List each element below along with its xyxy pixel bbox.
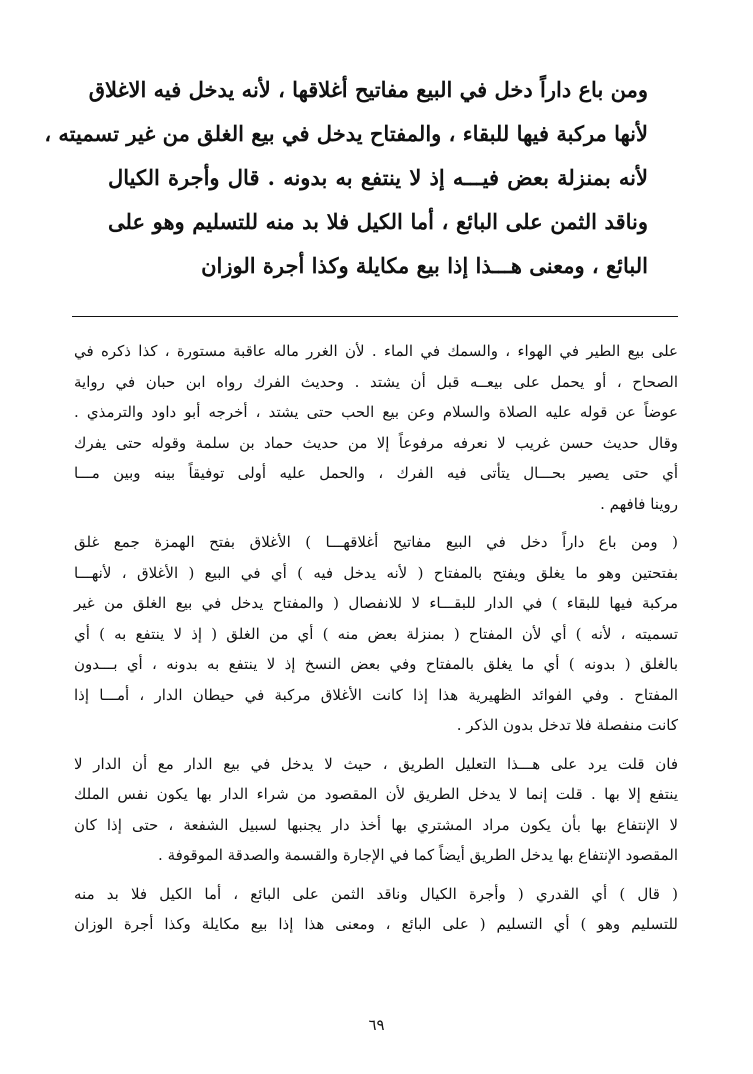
commentary-line: روينا فافهم . xyxy=(600,494,678,513)
commentary-line: لا الإنتفاع بها بأن يكون مراد المشتري بها أخذ دار يجنبها لسبيل الشفعة ، حتى إذا كان xyxy=(74,815,678,834)
commentary-line: مركبة فيها للبقاء ) في الدار للبقـــاء لا للانفصال ( والمفتاح يدخل في بيع الغلق من غير xyxy=(74,594,678,612)
section-divider xyxy=(72,316,678,317)
commentary-line: فان قلت يرد على هـــذا التعليل الطريق ، حيث لا يدخل في بيع الدار مع أن الدار لا xyxy=(74,754,678,773)
main-text-block xyxy=(44,68,648,288)
commentary-line: تسميته ، لأنه ) أي لأن المفتاح ( بمنزلة بعض منه ) أي من الغلق ( إذ لا ينتفع به ) أي xyxy=(74,624,678,643)
commentary-paragraph xyxy=(74,336,678,519)
commentary-line: المفتاح . وفي الفوائد الظهيرية هذا إذا كانت الأغلاق مركبة في حيطان الدار ، أمـــا إذا xyxy=(74,685,678,704)
main-text-line: البائع ، ومعنى هـــذا إذا بيع مكايلة وكذا أجرة الوزان xyxy=(201,253,648,278)
commentary-line: ينتفع إلا بها . قلت إنما لا يدخل الطريق لأن المقصود من شراء الدار بها يكون نفس الملك xyxy=(74,785,678,803)
commentary-line: عوضاً عن قوله عليه الصلاة والسلام وعن بيع الحب حتى يشتد ، أخرجه أبو داود والترمذي . xyxy=(74,403,678,421)
commentary-line: أي حتى يصير بحـــال يتأتى فيه الفرك ، والحمل عليه أولى توفيقاً بينه وبين مـــا xyxy=(74,464,678,482)
commentary-line: المقصود الإنتفاع بها يدخل الطريق أيضاً كما في الإجارة والقسمة والصدقة الموقوفة . xyxy=(158,846,678,864)
main-text-line: ومن باع داراً دخل في البيع مفاتيح أغلاقها ، لأنه يدخل فيه الاغلاق xyxy=(88,77,648,102)
commentary-line: الصحاح ، أو يحمل على بيعــه قبل أن يشتد . وحديث الفرك رواه ابن حبان في رواية xyxy=(74,372,678,391)
commentary-line: ( ومن باع داراً دخل في البيع مفاتيح أغلاقهـــا ) الأغلاق بفتح الهمزة جمع غلق xyxy=(74,533,678,551)
main-text-line: لأنه بمنزلة بعض فيـــه إذ لا ينتفع به بدونه . قال وأجرة الكيال xyxy=(108,165,648,190)
commentary-paragraph xyxy=(74,749,678,871)
main-text-line: وناقد الثمن على البائع ، أما الكيل فلا بد منه للتسليم وهو على xyxy=(108,209,648,234)
commentary-line: كانت منفصلة فلا تدخل بدون الذكر . xyxy=(456,716,678,734)
page-number: ٦٩ xyxy=(368,1016,385,1034)
main-text-line: لأنها مركبة فيها للبقاء ، والمفتاح يدخل في بيع الغلق من غير تسميته ، xyxy=(44,121,648,146)
commentary-line: ( قال ) أي القدري ( وأجرة الكيال وناقد الثمن على البائع ، أما الكيل فلا بد منه xyxy=(74,884,678,903)
commentary-line: بالغلق ( بدونه ) أي ما يغلق بالمفتاح وفي بعض النسخ إذ لا ينتفع به بدونه ، أي بـــدون xyxy=(74,655,678,673)
commentary-line: بفتحتين وهو ما يغلق ويفتح بالمفتاح ( لأنه يدخل فيه ) أي في البيع ( الأغلاق ، لأنهـــا xyxy=(74,563,678,582)
commentary-line: على بيع الطير في الهواء ، والسمك في الماء . لأن الغرر ماله عاقبة مستورة ، كذا ذكره في xyxy=(74,342,678,360)
commentary-paragraph xyxy=(74,527,678,741)
commentary-line: للتسليم وهو ) أي التسليم ( على البائع ، ومعنى هذا إذا بيع مكايلة وكذا أجرة الوزان xyxy=(74,915,678,933)
commentary-block xyxy=(74,336,678,948)
commentary-paragraph xyxy=(74,879,678,940)
commentary-line: وقال حديث حسن غريب لا نعرفه مرفوعاً إلا من حديث حماد بن سلمة وقوله حتى يفرك xyxy=(74,433,678,452)
